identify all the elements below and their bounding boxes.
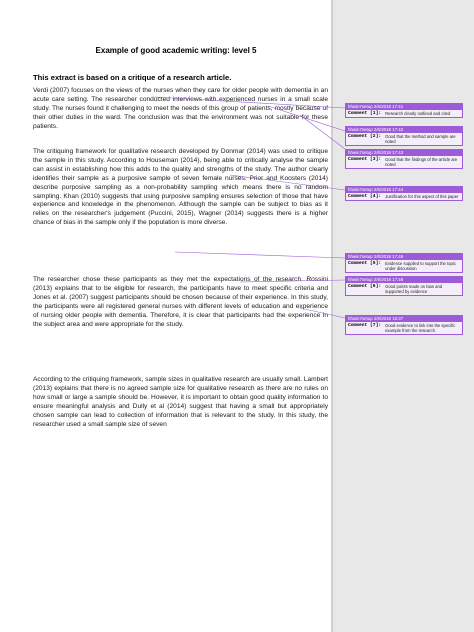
comment-5-text: Evidence supplied to support the topic under discussion	[385, 260, 456, 271]
comment-2[interactable]	[345, 126, 463, 146]
comment-1[interactable]	[345, 103, 463, 118]
comment-5[interactable]	[345, 253, 463, 273]
comment-2-author: hhwin7setup 2/6/2018 17:42	[346, 127, 462, 133]
document-title: Example of good academic writing: level 5	[95, 46, 257, 55]
comment-1-text: Research clearly outlined and cited	[385, 110, 451, 116]
comment-1-author: hhwin7setup 2/6/2018 17:41	[346, 104, 462, 110]
comment-2-text: Good that the method and sample are noted	[385, 133, 456, 144]
paragraph-4	[33, 376, 328, 429]
paragraph-2	[33, 148, 328, 228]
comment-7-label: Comment [7]:	[348, 322, 382, 328]
document-subtitle: This extract is based on a critique of a research article.	[33, 73, 232, 82]
comment-6[interactable]	[345, 276, 463, 296]
comment-3-text: Good that the findings of the article are noted	[385, 156, 458, 167]
margin-divider	[331, 0, 333, 632]
comment-2-label: Comment [2]:	[348, 133, 382, 139]
comment-6-label: Comment [6]:	[348, 283, 382, 289]
comment-7-author: hhwin7setup 2/6/2018 18:37	[346, 316, 462, 322]
comment-3-label: Comment [3]:	[348, 156, 382, 162]
comment-4-label: Comment [4]:	[348, 193, 382, 199]
p3-text: The researcher chose these participants as they met the expectations of the research. Rossini (2013) explains that to be eligible for research, the participants have to meet specific criteria and Jones et al. (2007) suggest participants should be chosen because of their experience. In this study, the participants were all registered general nurses with different levels of education and experience of nursing older people with dementia. Therefore, it is clear that participants had the experience in the subject area and were appropriate for the study.	[33, 276, 328, 328]
paragraph-1	[33, 87, 328, 132]
comment-6-author: hhwin7setup 2/6/2018 17:48	[346, 277, 462, 283]
comment-5-label: Comment [5]:	[348, 260, 382, 266]
comment-4-text: Justification for this aspect of this paper	[385, 193, 459, 199]
comment-7[interactable]	[345, 315, 463, 335]
p1-text: Verdi (2007) focuses on the views of the nurses when they care for older people with dementia in an acute care setting. The researcher conducted interviews with experienced nurses in a small scale study. The nurses found it challenging to meet the needs of this group of patients, mostly because of their other duties in the ward. The conclusion was that the environment was not suitable for these patients.	[33, 87, 328, 130]
p4-text: According to the critiquing framework, sample sizes in qualitative research are usually small. Lambert (2013) explains that there is no agreed sample size for qualitative research as there are no rules on how small or large a sample should be. However, it is important to obtain good quality information to ensure meaningful analysis and Dully et al (2014) suggest that having a small but appropriately chosen sample can lead to collection of information that is relevant to the study. In this study, the researcher used a small sample size of seven	[33, 376, 329, 428]
comment-3[interactable]	[345, 149, 463, 169]
comment-5-author: hhwin7setup 2/6/2018 17:46	[346, 254, 462, 260]
comment-6-text: Good points made on bias and supported by evidence	[385, 283, 443, 294]
comment-7-text: Good evidence to link into the specific example from the research.	[385, 322, 456, 333]
comment-4-author: hhwin7setup 2/6/2018 17:44	[346, 187, 462, 193]
comment-4[interactable]	[345, 186, 463, 201]
p2-text: The critiquing framework for qualitative research developed by Donmar (2014) was used to critique the sample in this study. According to Houseman (2014), being able to critically analyse the sample can assist in establishing how this adds to the quality and strengths of the study. The author clearly identifies their sample as a purposive sample of seven female nurses. Prior and Koosters (2014) describe purposive sampling as a non-probability sampling which means there is no random sampling. Khan (2010) suggests that using purposive sampling ensures selection of those that have experience and knowledge in the phenomenon. Although the sample can be subject to bias as it relies on the researcher's judgement (Puccini, 2015), Wagner (2014) suggests there is a higher chance of bias in the sample only if the population is more diverse.	[33, 148, 328, 227]
comment-3-author: hhwin7setup 2/6/2018 17:43	[346, 150, 462, 156]
paragraph-3	[33, 276, 328, 329]
comment-1-label: Comment [1]:	[348, 110, 382, 116]
